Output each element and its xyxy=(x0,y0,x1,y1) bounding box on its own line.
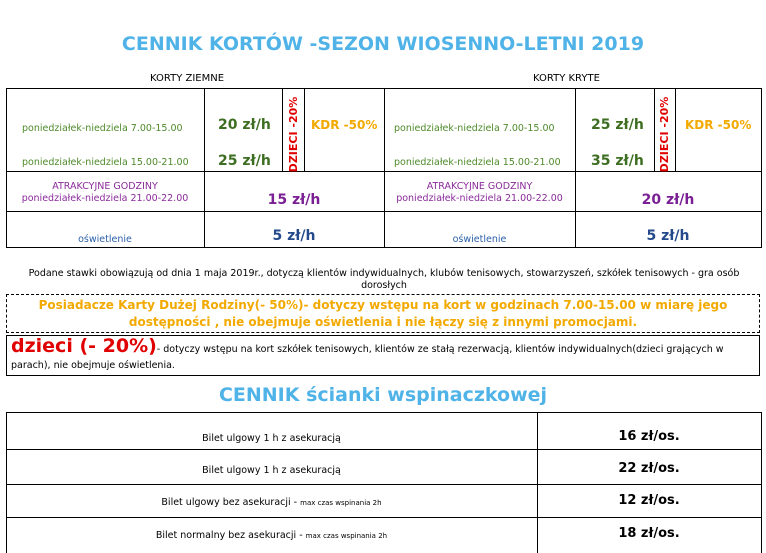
indoor-afternoon-price: 35 zł/h xyxy=(591,153,644,169)
outdoor-afternoon-label: poniedziałek-niedziela 15.00-21.00 xyxy=(22,157,189,168)
outdoor-attractive-label xyxy=(6,181,204,205)
indoor-attractive-hours: poniedziałek-niedziela 21.00-22.00 xyxy=(396,193,563,204)
outdoor-afternoon-price: 25 zł/h xyxy=(218,153,271,169)
wall-row-4-price: 18 zł/os. xyxy=(618,526,680,541)
indoor-lighting-price: 5 zł/h xyxy=(646,228,690,244)
indoor-header: KORTY KRYTE xyxy=(533,73,600,84)
outdoor-attractive-title: ATRAKCYJNE GODZINY xyxy=(52,181,158,192)
indoor-morning-label: poniedziałek-niedziela 7.00-15.00 xyxy=(394,123,555,134)
wall-row-4-label: Bilet normalny bez asekuracji - max czas wspinania 2h xyxy=(155,530,388,541)
indoor-attractive-title: ATRAKCYJNE GODZINY xyxy=(426,181,533,192)
indoor-attractive-label xyxy=(384,181,575,205)
outdoor-attractive-price: 15 zł/h xyxy=(267,192,321,208)
kids-note xyxy=(7,336,759,372)
indoor-attractive-price: 20 zł/h xyxy=(641,192,695,208)
wall-row-2-price: 22 zł/os. xyxy=(618,461,680,476)
wall-row-3-label: Bilet ulgowy bez asekuracji - max czas wspinania 2h xyxy=(161,497,382,508)
outdoor-lighting-label: oświetlenie xyxy=(78,234,132,245)
indoor-afternoon-label: poniedziałek-niedziela 15.00-21.00 xyxy=(394,157,561,168)
outdoor-morning-label: poniedziałek-niedziela 7.00-15.00 xyxy=(22,123,183,134)
wall-title: CENNIK ścianki wspinaczkowej xyxy=(218,384,548,406)
wall-row-3-price: 12 zł/os. xyxy=(618,493,680,508)
courts-title: CENNIK KORTÓW -SEZON WIOSENNO-LETNI 2019 xyxy=(121,33,645,55)
kids-note-text: - dotyczy wstępu na kort szkółek tenisowych, klientów ze stałą rezerwacją, klientów indywidualnych(dzieci grających w parach), nie obejmuje oświetlenia. xyxy=(11,344,724,371)
indoor-kdr-discount: KDR -50% xyxy=(685,118,752,132)
kids-note-box xyxy=(6,335,760,376)
outdoor-header: KORTY ZIEMNE xyxy=(150,73,225,84)
outdoor-lighting-price: 5 zł/h xyxy=(272,228,316,244)
wall-row-2-label: Bilet ulgowy 1 h z asekuracją xyxy=(202,465,341,476)
indoor-morning-price: 25 zł/h xyxy=(591,117,644,133)
validity-note: Podane stawki obowiązują od dnia 1 maja 2019r., dotyczą klientów indywidualnych, klubów tenisowych, stowarzyszeń, szkółek tenisowych - gra osób dorosłych xyxy=(28,268,740,291)
outdoor-kids-discount: DZIECI -20% xyxy=(287,96,300,173)
wall-row-1-label: Bilet ulgowy 1 h z asekuracją xyxy=(202,433,341,444)
outdoor-attractive-hours: poniedziałek-niedziela 21.00-22.00 xyxy=(21,193,189,204)
outdoor-kdr-discount: KDR -50% xyxy=(311,118,378,132)
kids-note-highlight: dzieci (- 20%) xyxy=(11,335,157,357)
wall-row-1-price: 16 zł/os. xyxy=(618,429,680,444)
indoor-kids-discount: DZIECI -20% xyxy=(658,96,671,173)
outdoor-morning-price: 20 zł/h xyxy=(218,117,271,133)
kdr-note: Posiadacze Karty Dużej Rodziny(- 50%)- dotyczy wstępu na kort w godzinach 7.00-15.00 w miarę jego dostępności , nie obejmuje oświetlenia i nie łączy się z innymi promocjami. xyxy=(38,298,728,329)
kdr-note-box xyxy=(6,294,760,333)
indoor-lighting-label: oświetlenie xyxy=(452,234,507,245)
